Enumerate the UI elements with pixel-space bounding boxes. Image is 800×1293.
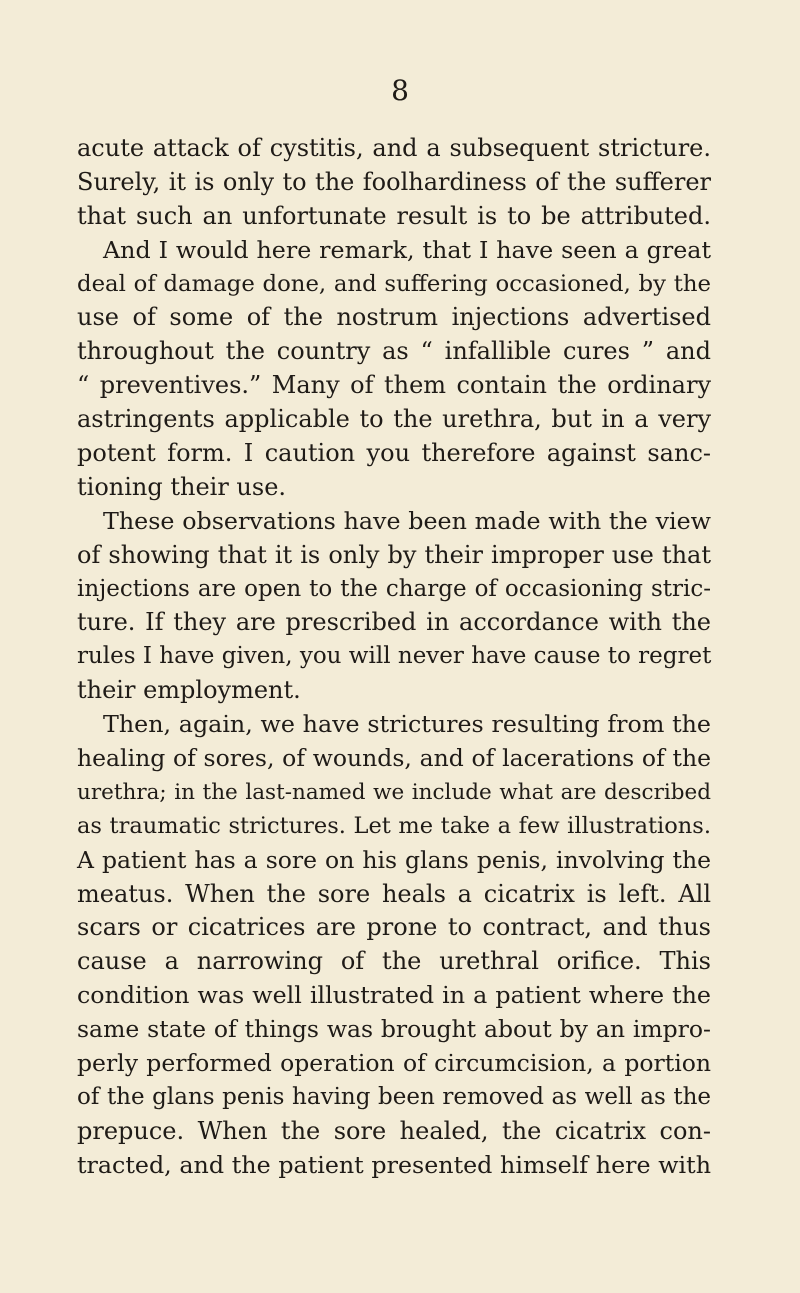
body-text bbox=[77, 132, 711, 1183]
page-number: 8 bbox=[391, 74, 409, 107]
text-line: tioning their use. bbox=[77, 472, 287, 501]
text-line: their employment. bbox=[77, 676, 301, 705]
text-line: that such an unfortunate result is to be attributed. bbox=[77, 201, 711, 230]
text-line: deal of damage done, and suffering occasioned, by the bbox=[77, 270, 711, 297]
text-line: healing of sores, of wounds, and of lacerations of the bbox=[77, 744, 711, 773]
text-line: use of some of the nostrum injections advertised bbox=[77, 303, 711, 332]
text-line: A patient has a sore on his glans penis, involving the bbox=[77, 845, 711, 874]
text-line: prepuce. When the sore healed, the cicatrix con- bbox=[77, 1116, 711, 1145]
text-line: as traumatic strictures. Let me take a few illustrations. bbox=[77, 812, 711, 839]
text-line: potent form. I caution you therefore against sanc- bbox=[77, 439, 711, 468]
text-line: scars or cicatrices are prone to contract, and thus bbox=[77, 913, 711, 942]
text-line: These observations have been made with the view bbox=[103, 506, 711, 535]
text-line: astringents applicable to the urethra, but in a very bbox=[77, 405, 711, 434]
text-line: of showing that it is only by their improper use that bbox=[77, 540, 711, 569]
text-line: urethra; in the last-named we include what are described bbox=[77, 779, 711, 805]
text-line: rules I have given, you will never have cause to regret bbox=[77, 643, 712, 670]
text-line: throughout the country as “ infallible cures ” and bbox=[77, 337, 711, 366]
text-line: of the glans penis having been removed as well as the bbox=[77, 1083, 711, 1110]
text-line: same state of things was brought about by an impro- bbox=[77, 1015, 711, 1044]
text-line: And I would here remark, that I have seen a great bbox=[103, 235, 711, 264]
text-line: condition was well illustrated in a patient where the bbox=[77, 981, 711, 1010]
text-line: tracted, and the patient presented himself here with bbox=[77, 1150, 711, 1179]
text-line: ture. If they are prescribed in accordance with the bbox=[77, 608, 711, 637]
text-line: acute attack of cystitis, and a subsequent stricture. bbox=[77, 134, 711, 162]
text-line: injections are open to the charge of occasioning stric- bbox=[77, 575, 711, 602]
text-line: “ preventives.” Many of them contain the ordinary bbox=[77, 371, 711, 400]
text-line: perly performed operation of circumcision, a portion bbox=[77, 1049, 711, 1078]
text-line: Then, again, we have strictures resulting from the bbox=[103, 710, 711, 739]
text-line: meatus. When the sore heals a cicatrix is left. All bbox=[77, 879, 711, 908]
text-line: Surely, it is only to the foolhardiness of the sufferer bbox=[77, 167, 711, 196]
text-line: cause a narrowing of the urethral orifice. This bbox=[77, 947, 711, 976]
